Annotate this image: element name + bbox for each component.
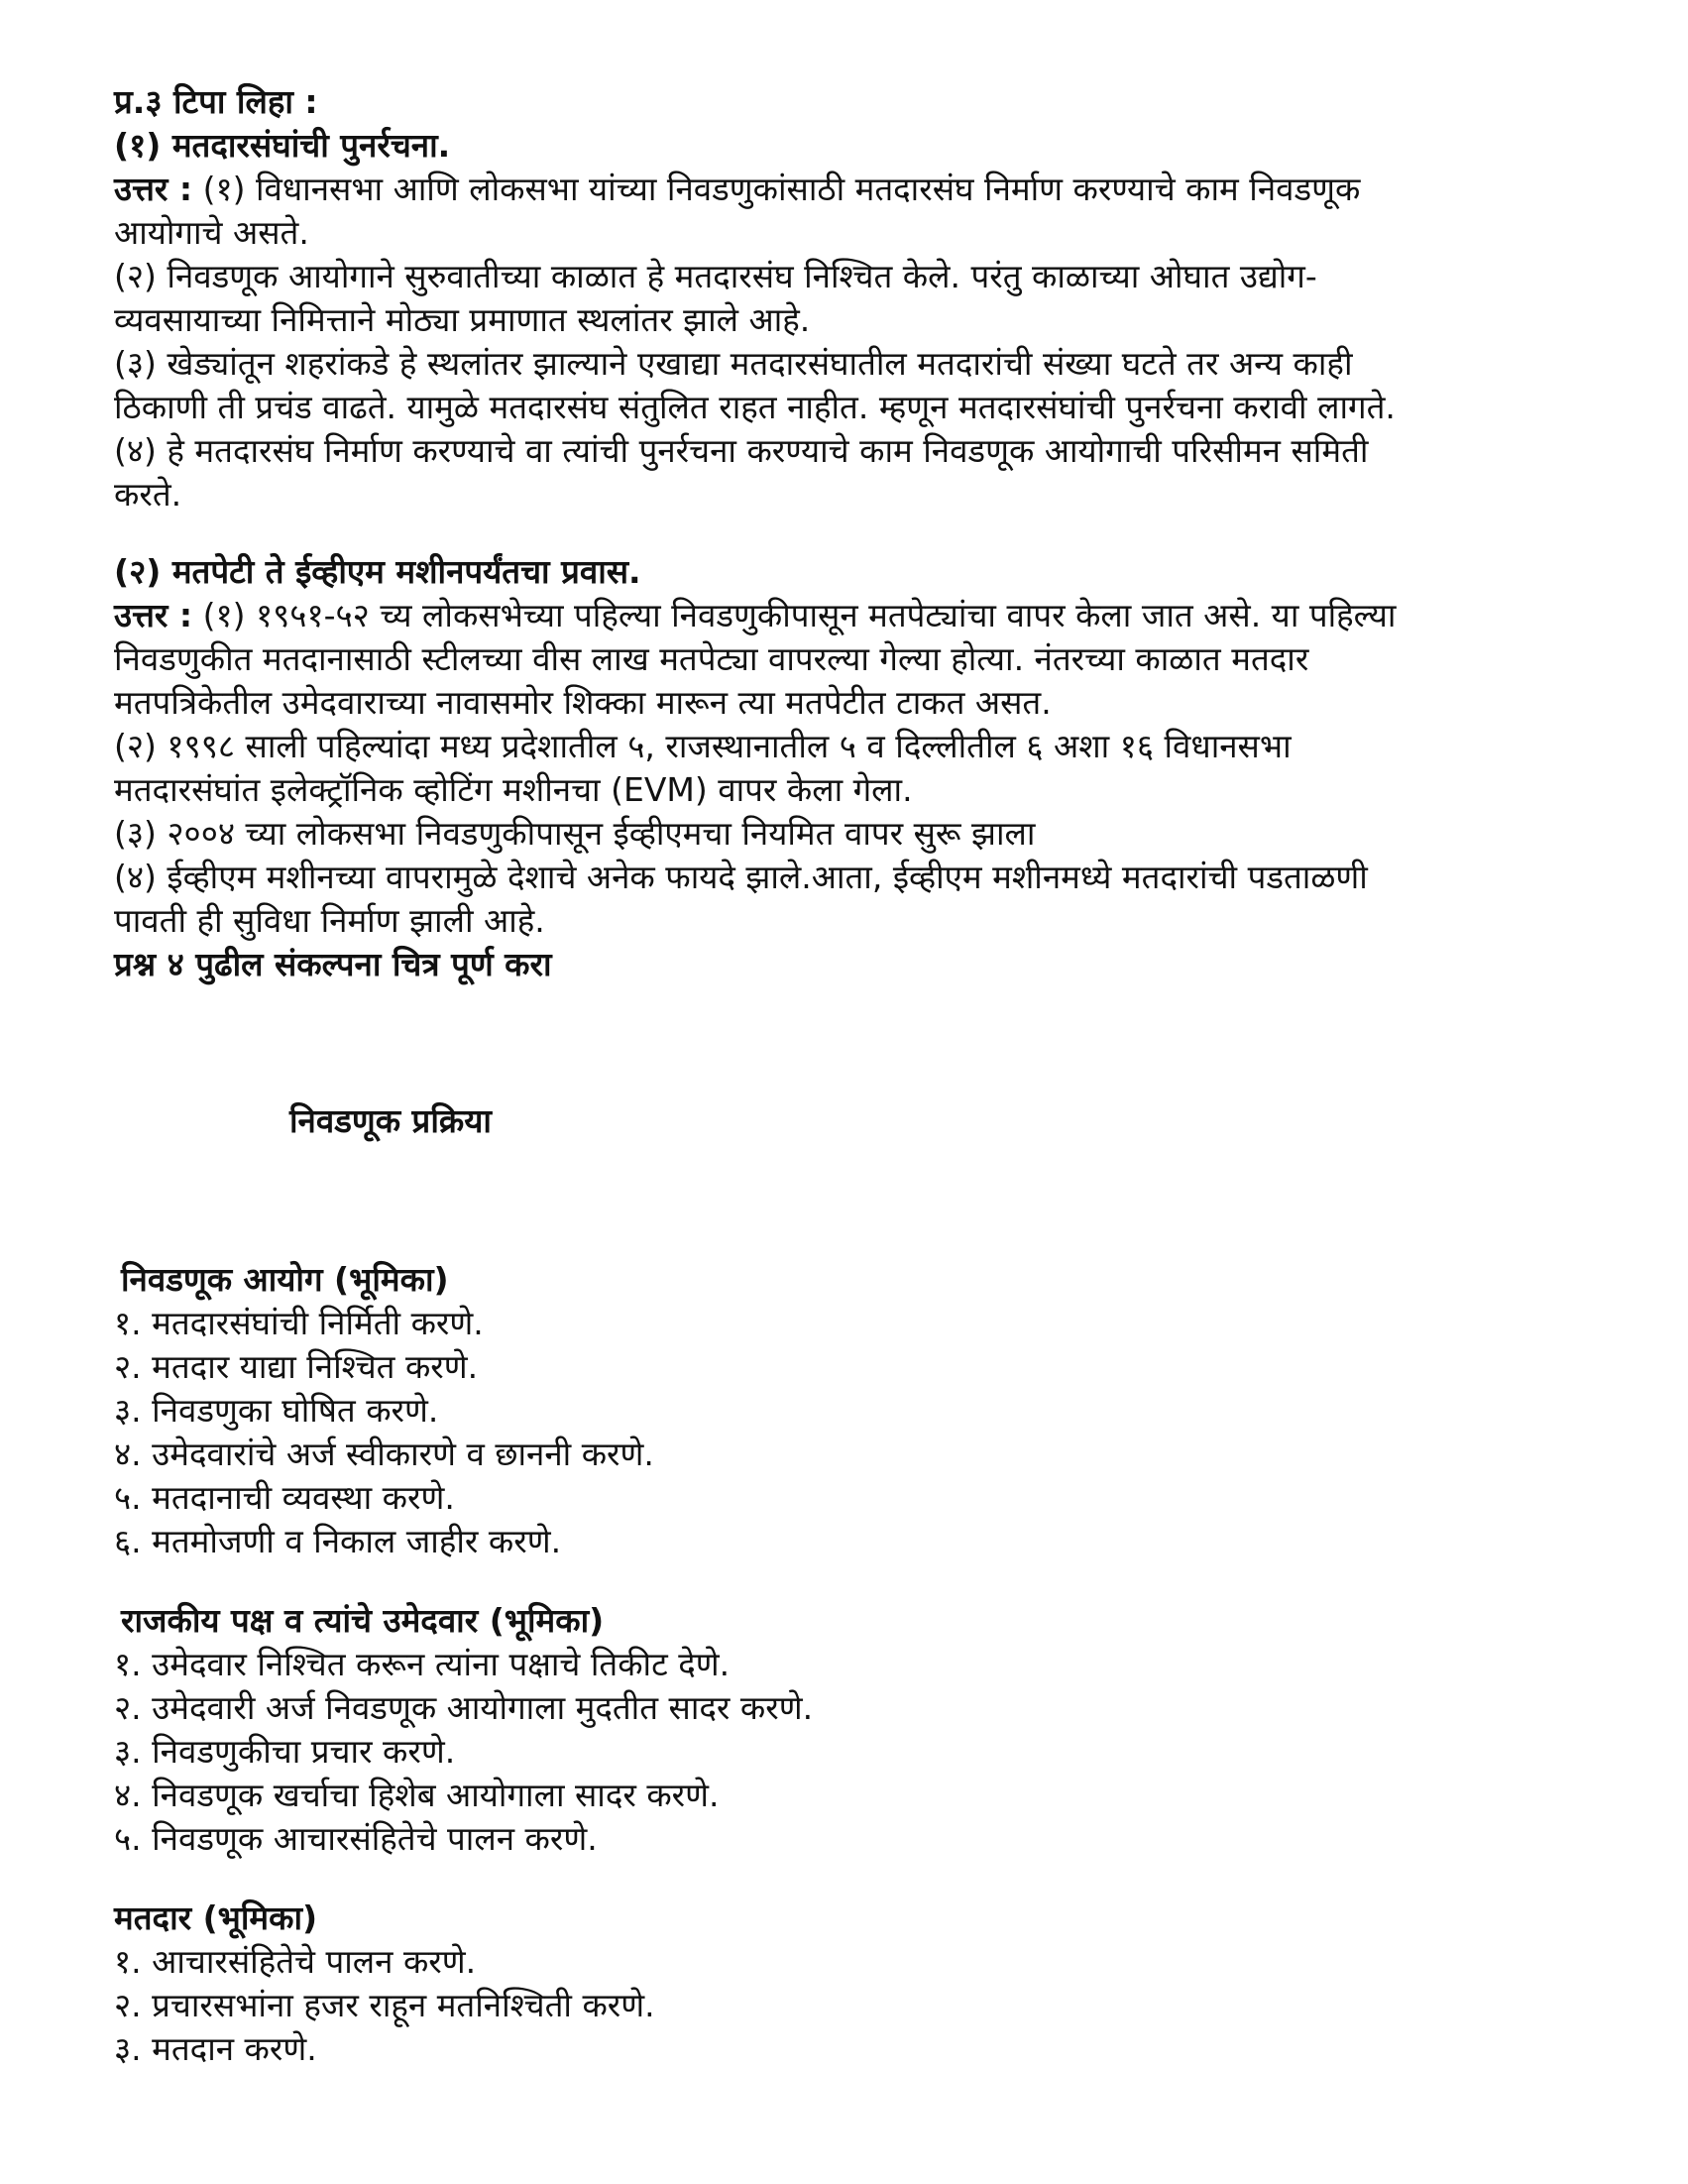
answer-text: करते. xyxy=(114,475,182,514)
answer-text: (१) १९५१-५२ च्य लोकसभेच्या पहिल्या निवडणुकीपासून मतपेट्यांचा वापर केला जात असे. या पहिल्या xyxy=(202,596,1397,634)
list-item: ४. उमेदवारांचे अर्ज स्वीकारणे व छाननी करणे. xyxy=(114,1435,654,1473)
list-item: १. उमेदवार निश्चित करून त्यांना पक्षाचे तिकीट देणे. xyxy=(114,1645,731,1683)
section-title: निवडणूक आयोग (भूमिका) xyxy=(121,1260,449,1299)
answer-text: मतपत्रिकेतील उमेदवाराच्या नावासमोर शिक्का मारून त्या मतपेटीत टाकत असत. xyxy=(114,683,1052,722)
answer-label: उत्तर : xyxy=(114,170,193,208)
section-title: राजकीय पक्ष व त्यांचे उमेदवार (भूमिका) xyxy=(121,1601,605,1640)
list-item: ३. निवडणुका घोषित करणे. xyxy=(114,1391,439,1430)
list-item: ३. मतदान करणे. xyxy=(114,2029,317,2068)
answer-text: ठिकाणी ती प्रचंड वाढते. यामुळे मतदारसंघ संतुलित राहत नाहीत. म्हणून मतदारसंघांची पुनर्रचना करावी लागते. xyxy=(114,388,1396,426)
list-item: ४. निवडणूक खर्चाचा हिशेब आयोगाला सादर करणे. xyxy=(114,1776,720,1814)
list-item: २. प्रचारसभांना हजर राहून मतनिश्चिती करणे. xyxy=(114,1986,655,2024)
list-item: ५. निवडणूक आचारसंहितेचे पालन करणे. xyxy=(114,1819,598,1858)
list-item: १. मतदारसंघांची निर्मिती करणे. xyxy=(114,1304,484,1342)
question-4-heading: प्रश्न ४ पुढील संकल्पना चित्र पूर्ण करा xyxy=(114,945,552,983)
section-title: मतदार (भूमिका) xyxy=(114,1898,318,1937)
question-3-heading: प्र.३ टिपा लिहा : xyxy=(114,82,318,121)
answer-text: (३) खेड्यांतून शहरांकडे हे स्थलांतर झाल्याने एखाद्या मतदारसंघातील मतदारांची संख्या घटते तर अन्य काही xyxy=(114,344,1353,383)
answer-text: (२) निवडणूक आयोगाने सुरुवातीच्या काळात हे मतदारसंघ निश्चित केले. परंतु काळाच्या ओघात उद्योग- xyxy=(114,257,1317,295)
answer-text: (१) विधानसभा आणि लोकसभा यांच्या निवडणुकांसाठी मतदारसंघ निर्माण करण्याचे काम निवडणूक xyxy=(202,170,1361,208)
answer-text: व्यवसायाच्या निमित्ताने मोठ्या प्रमाणात स्थलांतर झाले आहे. xyxy=(114,300,811,339)
list-item: २. उमेदवारी अर्ज निवडणूक आयोगाला मुदतीत सादर करणे. xyxy=(114,1688,814,1727)
list-item: ५. मतदानाची व्यवस्था करणे. xyxy=(114,1478,455,1517)
answer-label: उत्तर : xyxy=(114,596,193,634)
answer-text: निवडणुकीत मतदानासाठी स्टीलच्या वीस लाख मतपेट्या वापरल्या गेल्या होत्या. नंतरच्या काळात मतदार xyxy=(114,639,1309,678)
list-item: १. आचारसंहितेचे पालन करणे. xyxy=(114,1942,477,1981)
topic-1-answer-line xyxy=(114,169,1360,210)
list-item: ३. निवडणुकीचा प्रचार करणे. xyxy=(114,1732,456,1771)
topic-2-title: (२) मतपेटी ते ईव्हीएम मशीनपर्यंतचा प्रवास. xyxy=(114,552,641,591)
answer-text: (४) ईव्हीएम मशीनच्या वापरामुळे देशाचे अनेक फायदे झाले.आता, ईव्हीएम मशीनमध्ये मतदारांची पडताळणी xyxy=(114,858,1368,896)
answer-text: (३) २००४ च्या लोकसभा निवडणुकीपासून ईव्हीएमचा नियमित वापर सुरू झाला xyxy=(114,814,1036,853)
list-item: ६. मतमोजणी व निकाल जाहीर करणे. xyxy=(114,1522,562,1560)
answer-text: (४) हे मतदारसंघ निर्माण करण्याचे वा त्यांची पुनर्रचना करण्याचे काम निवडणूक आयोगाची परिसीमन समिती xyxy=(114,431,1369,470)
list-item: २. मतदार याद्या निश्चित करणे. xyxy=(114,1347,479,1386)
topic-1-title: (१) मतदारसंघांची पुनर्रचना. xyxy=(114,126,451,165)
answer-text: पावती ही सुविधा निर्माण झाली आहे. xyxy=(114,901,545,940)
answer-text: मतदारसंघांत इलेक्ट्रॉनिक व्होटिंग मशीनचा (EVM) वापर केला गेला. xyxy=(114,770,913,809)
answer-text: (२) १९९८ साली पहिल्यांदा मध्य प्रदेशातील ५, राजस्थानातील ५ व दिल्लीतील ६ अशा १६ विधानसभा xyxy=(114,727,1292,765)
answer-text: आयोगाचे असते. xyxy=(114,213,309,252)
topic-2-answer-line xyxy=(114,595,1396,636)
concept-map-center-title: निवडणूक प्रक्रिया xyxy=(289,1101,492,1140)
